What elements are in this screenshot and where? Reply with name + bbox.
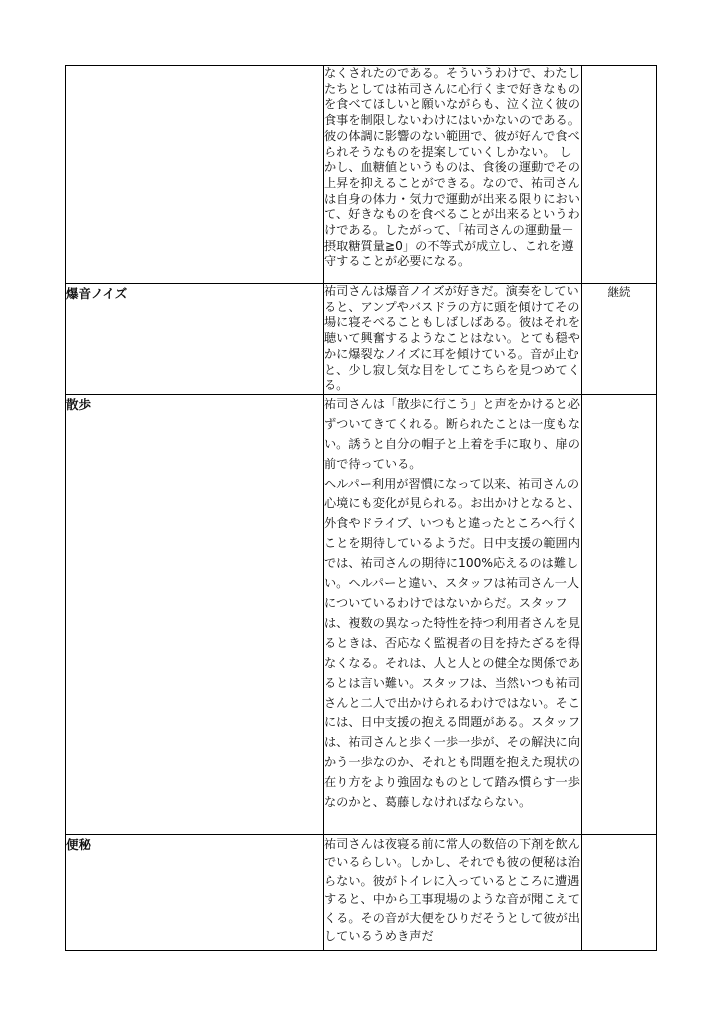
row-status: 継続 — [582, 284, 657, 395]
document-table — [65, 65, 657, 951]
row-text — [324, 284, 582, 395]
row-status — [582, 834, 657, 950]
paragraph: 祐司さんは爆音ノイズが好きだ。演奏をしていると、アンプやバスドラの方に頭を傾けてその場に寝そべることもしばしばある。彼はそれを聴いて興奮するようなことはない。とても穏やかに爆裂なノイズに耳を傾けている。音が止むと、少し寂し気な目をしてこちらを見つめてくる。 — [324, 284, 580, 393]
table-row — [66, 284, 657, 395]
row-label: 便秘 — [66, 834, 324, 950]
row-text — [324, 394, 582, 834]
row-status — [582, 394, 657, 834]
row-text — [324, 66, 582, 284]
table-row — [66, 834, 657, 950]
paragraph: 祐司さんは夜寝る前に常人の数倍の下剤を飲んでいるらしい。しかし、それでも彼の便秘は治らない。彼がトイレに入っているところに遭遇すると、中から工事現場のような音が聞こえてくる。その音が大便をひりだそうとして彼が出しているうめき声だ — [324, 836, 580, 943]
paragraph: なくされたのである。そういうわけで、わたしたちとしては祐司さんに心行くまで好きなものを食べてほしいと願いながらも、泣く泣く彼の食事を制限しないわけにはいかないのである。彼の体調に影響のない範囲で、彼が好んで食べられそうなものを提案していくしかない。 しかし、血糖値というものは、食後の運動でその上昇を抑えることができる。なので、祐司さんは自身の体力・気力で運動が出来る限りにおいて、好きなものを食べることが出来るというわけである。したがって、「祐司さんの運動量－摂取糖質量≧0」の不等式が成立し、これを遵守することが必要になる。 — [324, 66, 580, 269]
row-text — [324, 834, 582, 950]
paragraph: ヘルパー利用が習慣になって以来、祐司さんの心境にも変化が見られる。お出かけとなると、外食やドライブ、いつもと違ったところへ行くことを期待しているようだ。日中支援の範囲内では、祐司さんの期待に100%応えるのは難しい。ヘルパーと違い、スタッフは祐司さん一人についているわけではないからだ。スタッフは、複数の異なった特性を持つ利用者さんを見るときは、否応なく監視者の目を持たざるを得なくなる。それは、人と人との健全な関係であるとは言い難い。スタッフは、当然いつも祐司さんと二人で出かけられるわけではない。そこには、日中支援の抱える問題がある。スタッフは、祐司さんと歩く一歩一歩が、その解決に向かう一歩なのか、それとも問題を抱えた現状の在り方をより強固なものとして踏み慣らす一歩なのかと、葛藤しなければならない。 — [324, 476, 580, 810]
row-label: 散歩 — [66, 394, 324, 834]
row-label — [66, 66, 324, 284]
table-row — [66, 66, 657, 284]
row-status — [582, 66, 657, 284]
table-row — [66, 394, 657, 834]
paragraph: 祐司さんは「散歩に行こう」と声をかけると必ずついてきてくれる。断られたことは一度もない。誘うと自分の帽子と上着を手に取り、扉の前で待っている。 — [324, 396, 580, 471]
row-label: 爆音ノイズ — [66, 284, 324, 395]
